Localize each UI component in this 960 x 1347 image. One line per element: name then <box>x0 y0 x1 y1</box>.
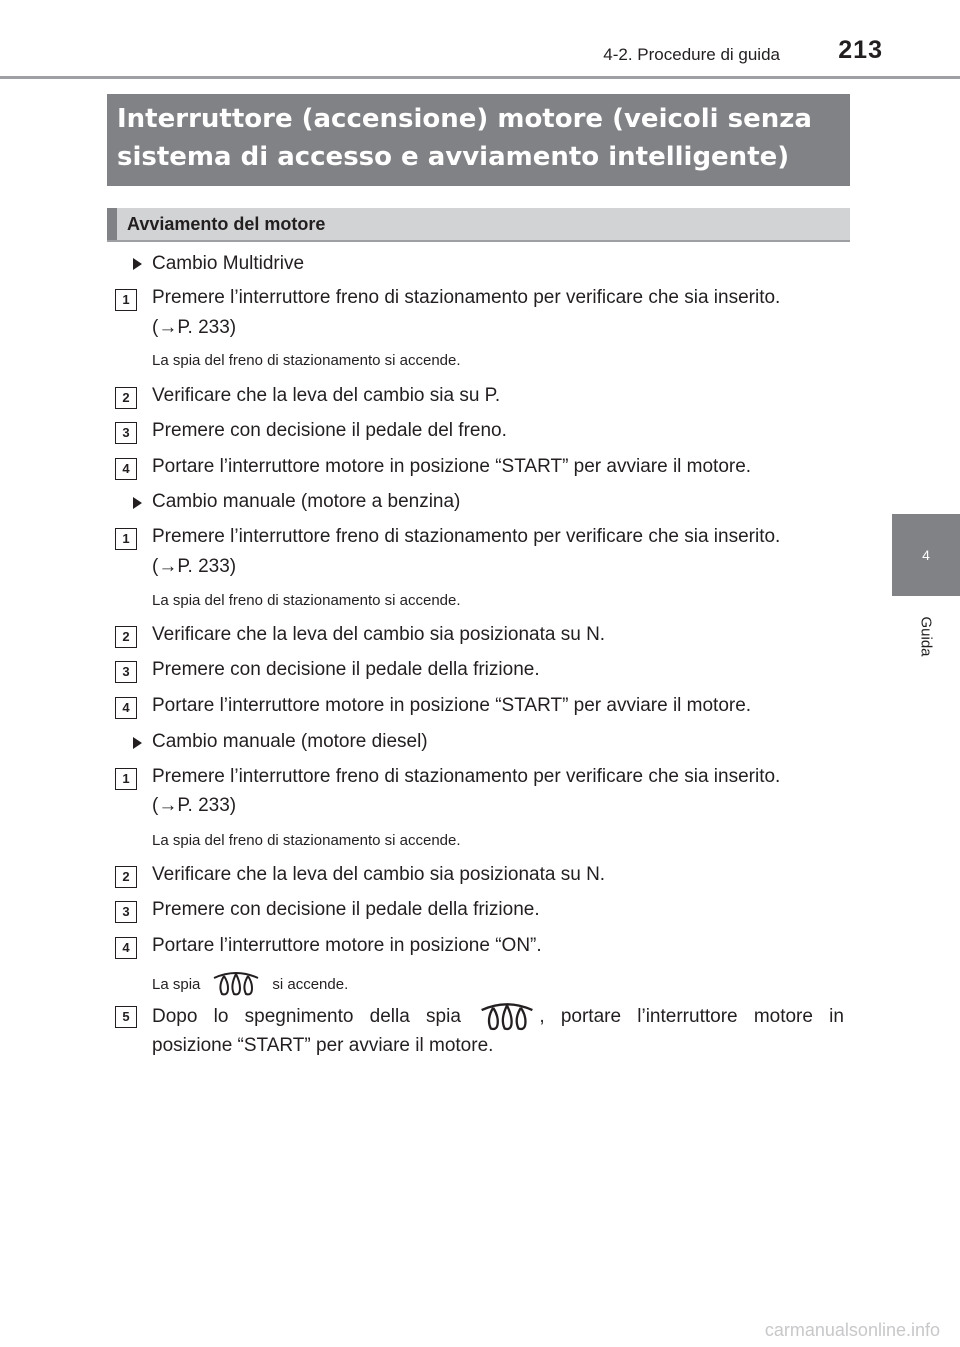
watermark: carmanualsonline.info <box>764 1320 940 1340</box>
page-title-line-2: sistema di accesso e avviamento intelligente) <box>117 142 790 172</box>
page-reference-link[interactable]: (→P. 233) <box>152 317 237 338</box>
word: spegnimento <box>244 1006 354 1027</box>
step-note-pre: La spia <box>152 975 201 993</box>
page-reference-link[interactable]: (→P. 233) <box>152 556 237 577</box>
word: in <box>829 1006 844 1027</box>
word: , <box>539 1006 545 1027</box>
step-text: Premere l’interruttore freno di stazionamento per verificare che sia inserito. <box>152 766 781 787</box>
step-text: Portare l’interruttore motore in posizione “START” per avviare il motore. <box>152 695 752 716</box>
step-number: 3 <box>115 661 137 683</box>
header-rule <box>0 76 960 79</box>
chapter-label <box>908 606 944 666</box>
step-number: 3 <box>115 901 137 923</box>
step-text-justified <box>152 1000 844 1034</box>
step-text: Premere con decisione il pedale del freno. <box>152 420 507 441</box>
word: della <box>369 1006 410 1027</box>
subsection-header-bar <box>107 208 117 240</box>
glow-plug-indicator-icon <box>477 1000 537 1034</box>
step-text: Portare l’interruttore motore in posizione “START” per avviare il motore. <box>152 456 752 477</box>
word: lo <box>213 1006 229 1027</box>
bullet-triangle-icon <box>133 497 142 509</box>
step-text: Verificare che la leva del cambio sia posizionata su N. <box>152 624 606 645</box>
chapter-tab: 4 <box>892 514 960 596</box>
page-title <box>107 94 850 186</box>
chapter-label-text: Guida <box>917 615 935 657</box>
step-number: 4 <box>115 458 137 480</box>
step-number: 1 <box>115 768 137 790</box>
step-number: 1 <box>115 289 137 311</box>
step-number: 2 <box>115 866 137 888</box>
group-heading: Cambio Multidrive <box>152 253 305 274</box>
step-note: La spia del freno di stazionamento si accende. <box>152 832 461 849</box>
subsection-header-text: Avviamento del motore <box>127 214 326 234</box>
step-text: Premere l’interruttore freno di stazionamento per verificare che sia inserito. <box>152 526 781 547</box>
word: portare <box>560 1006 622 1027</box>
step-number: 3 <box>115 422 137 444</box>
step-number: 2 <box>115 626 137 648</box>
step-number: 2 <box>115 387 137 409</box>
step-text: Verificare che la leva del cambio sia su P. <box>152 385 501 406</box>
step-text: Premere con decisione il pedale della frizione. <box>152 899 540 920</box>
word: motore <box>753 1006 813 1027</box>
word: Dopo <box>152 1006 198 1027</box>
step-number: 4 <box>115 697 137 719</box>
bullet-triangle-icon <box>133 258 142 270</box>
bullet-triangle-icon <box>133 737 142 749</box>
step-note: La spia del freno di stazionamento si accende. <box>152 352 461 369</box>
group-heading: Cambio manuale (motore a benzina) <box>152 491 461 512</box>
step-text: Premere con decisione il pedale della frizione. <box>152 659 540 680</box>
step-text: Portare l’interruttore motore in posizione “ON”. <box>152 935 542 956</box>
word: spia <box>426 1006 461 1027</box>
page-reference-link[interactable]: (→P. 233) <box>152 795 237 816</box>
page-title-line-1: Interruttore (accensione) motore (veicoli senza <box>117 104 812 134</box>
step-note-post: si accende. <box>272 975 349 993</box>
page-number: 213 <box>838 36 883 64</box>
step-number: 4 <box>115 937 137 959</box>
subsection-header <box>107 208 850 242</box>
group-heading: Cambio manuale (motore diesel) <box>152 731 428 752</box>
section-title: 4-2. Procedure di guida <box>603 45 780 64</box>
step-number: 5 <box>115 1006 137 1028</box>
glow-plug-indicator-icon <box>210 970 262 998</box>
step-text: Verificare che la leva del cambio sia posizionata su N. <box>152 864 606 885</box>
step-note: La spia del freno di stazionamento si accende. <box>152 592 461 609</box>
step-text: Premere l’interruttore freno di stazionamento per verificare che sia inserito. <box>152 287 781 308</box>
step-number: 1 <box>115 528 137 550</box>
word: l’interruttore <box>637 1006 738 1027</box>
step-note <box>152 970 348 998</box>
step-text: posizione “START” per avviare il motore. <box>152 1035 494 1056</box>
